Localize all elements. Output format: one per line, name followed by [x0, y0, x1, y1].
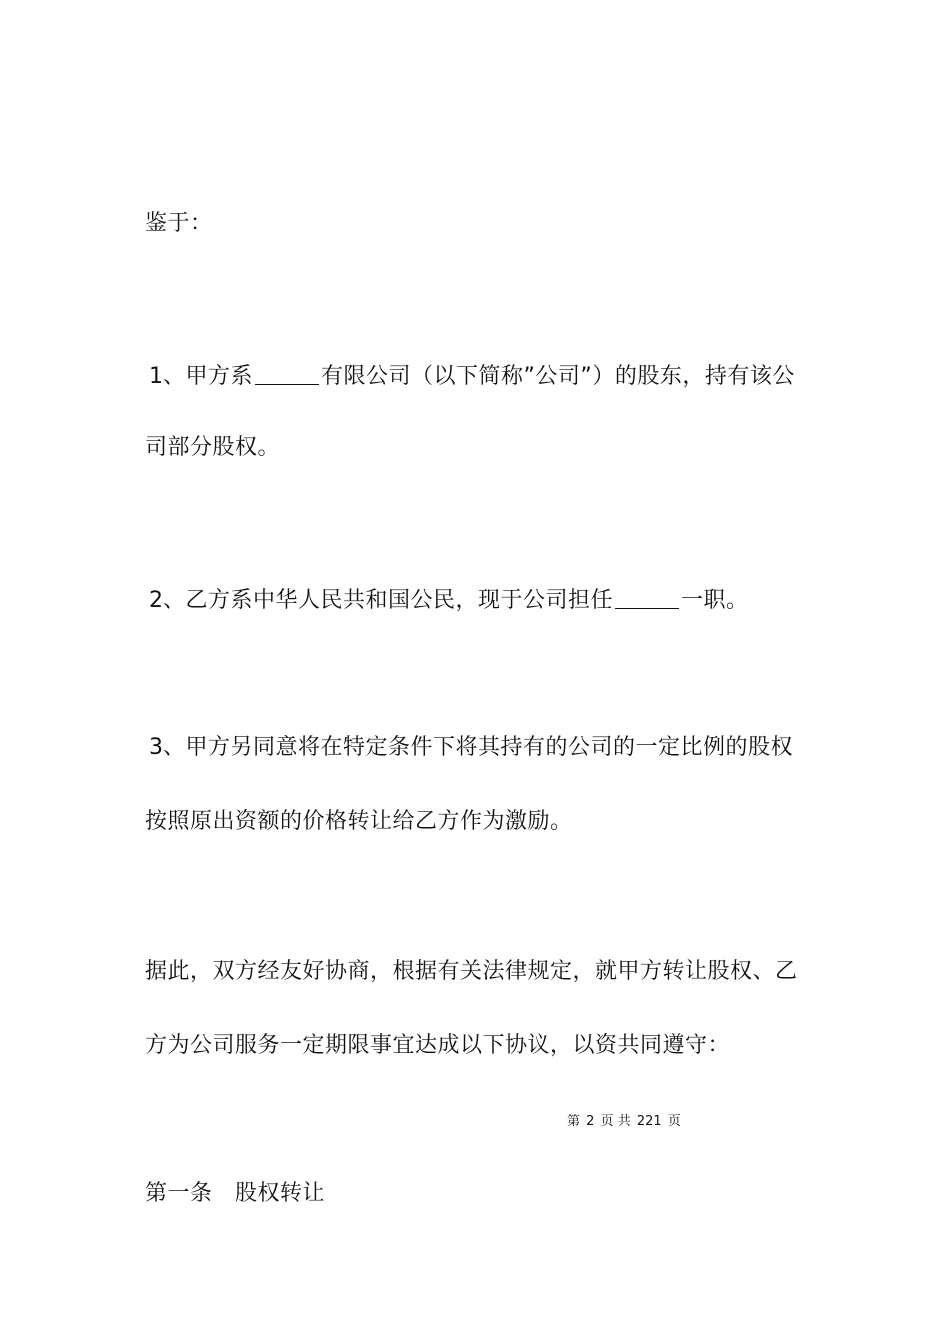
conclusion-line-2: 方为公司服务一定期限事宜达成以下协议，以资共同遵守： — [145, 1033, 731, 1058]
footer-suffix: 页 — [667, 1114, 681, 1129]
footer-mid: 页 共 — [600, 1114, 631, 1129]
conclusion-line-1: 据此，双方经友好协商，根据有关法律规定，就甲方转让股权、乙 — [145, 959, 798, 984]
clause-1-number: 1 — [149, 364, 163, 389]
footer-page-number: 2 — [586, 1114, 595, 1129]
clause-1-text-b: 有限公司（以下简称”公司”）的股东，持有该公 — [321, 364, 795, 389]
clause-1-line-2: 司部分股权。 — [145, 435, 281, 460]
clause-3-number: 3 — [149, 735, 163, 760]
clause-1-line-1 — [145, 362, 795, 391]
clause-2-text-a: 乙方系中华人民共和国公民，现于公司担任 — [185, 588, 614, 613]
clause-3-text: 甲方另同意将在特定条件下将其持有的公司的一定比例的股权 — [185, 735, 794, 760]
clause-3-separator: 、 — [163, 735, 186, 760]
article-1-title: 第一条 股权转让 — [145, 1181, 326, 1206]
position-blank — [615, 586, 679, 609]
intro-text: 鉴于： — [145, 211, 213, 236]
clause-2-line-1 — [145, 586, 749, 615]
clause-3-line-2: 按照原出资额的价格转让给乙方作为激励。 — [145, 809, 573, 834]
footer-total-pages: 221 — [636, 1114, 662, 1129]
clause-1-text-a: 甲方系 — [185, 364, 254, 389]
clause-2-number: 2 — [149, 588, 163, 613]
clause-3-line-1 — [145, 734, 793, 762]
footer-prefix: 第 — [567, 1114, 581, 1129]
page-footer — [566, 1112, 682, 1132]
clause-2-text-b: 一职。 — [681, 588, 749, 613]
clause-1-separator: 、 — [163, 364, 186, 389]
clause-2-separator: 、 — [163, 588, 186, 613]
company-name-blank — [255, 362, 319, 385]
